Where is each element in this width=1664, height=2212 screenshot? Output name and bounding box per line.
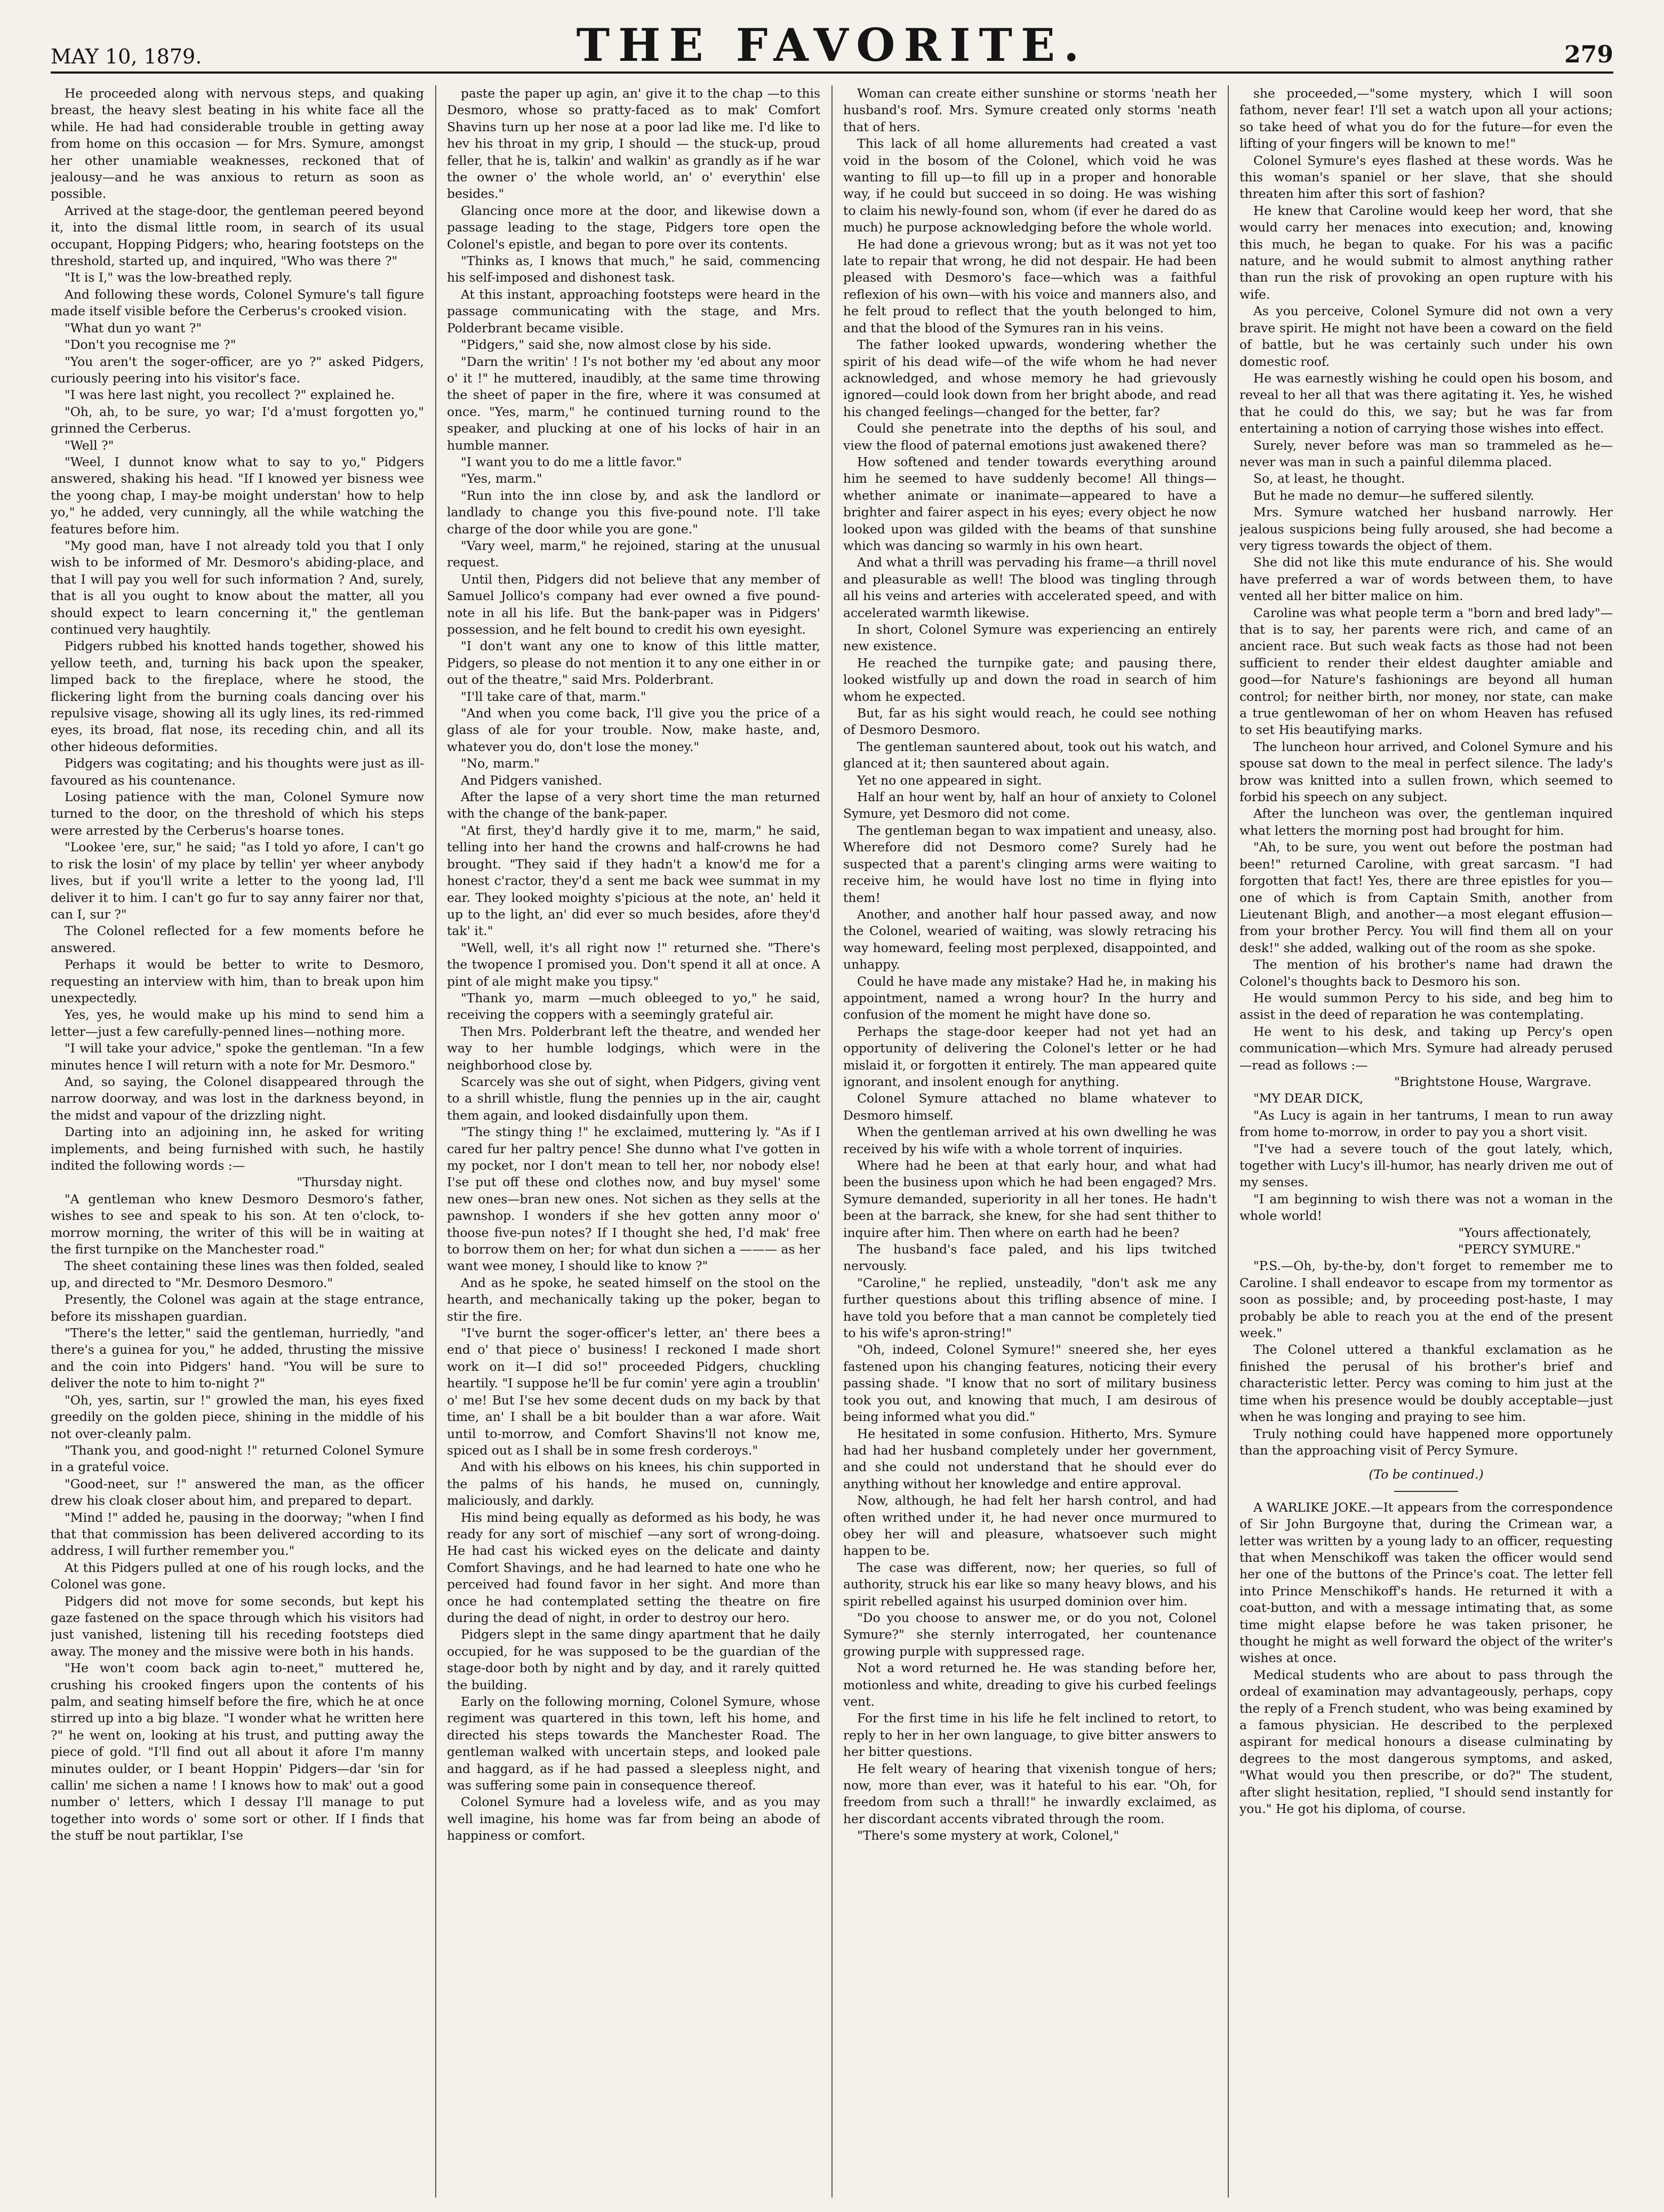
paragraph: Caroline was what people term a "born and bred lady"—that is to say, her parents were rich, and came of an ancient race. But such weak facts as those had not been sufficient to render their eldest daughter amiable and good—for Nature's fashionings are beyond all human control; for neither birth, nor money, nor state, can make a true gentlewoman of her on whom Heaven has refused to set His beautifying marks.	[1239, 605, 1613, 738]
paragraph: "Yes, marm."	[461, 471, 542, 486]
paragraph: The gentleman began to wax impatient and uneasy, also. Wherefore did not Desmoro come? Surely had he suspected that a parent's clinging arms were waiting to receive him, he would have lost no time in flying into them!	[843, 822, 1217, 905]
paragraph: "Ah, to be sure, you went out before the postman had been!" returned Caroline, with great sarcasm. "I had forgotten that fact! Yes, there are three epistles for you—one of which is from Captain Smith, another from Lieutenant Bligh, and another—a most elegant effusion—from your brother Percy. You will find them all on your desk!" she added, walking out of the room as she spoke.	[1239, 840, 1613, 955]
paragraph: When the gentleman arrived at his own dwelling he was received by his wife with a whole torrent of inquiries.	[843, 1124, 1217, 1156]
paragraph: "It is I," was the low-breathed reply.	[65, 270, 292, 285]
column-3	[843, 85, 1217, 2198]
paragraph: Pidgers was cogitating; and his thoughts were just as ill-favoured as his countenance.	[51, 756, 424, 788]
paragraph: "Pidgers," said she, now almost close by his side.	[461, 337, 772, 353]
paragraph: Losing patience with the man, Colonel Symure now turned to the door, on the threshold of which his steps were arrested by the Cerberus's hoarse tones.	[51, 789, 424, 838]
paragraph: And Pidgers vanished.	[461, 772, 603, 788]
paragraph: "Run into the inn close by, and ask the landlord or landlady to change you this five-pound note. I'll take charge of the door while you are gone."	[447, 488, 820, 537]
paragraph: "Brightstone House, Wargrave.	[1394, 1074, 1591, 1089]
paragraph: He went to his desk, and taking up Percy's open communication—which Mrs. Symure had already perused—read as follows :—	[1239, 1024, 1613, 1073]
paragraph: She did not like this mute endurance of his. She would have preferred a war of words between them, to have vented all her bitter malice on him.	[1239, 555, 1613, 604]
column-rule	[435, 85, 436, 2198]
paragraph: His mind being equally as deformed as his body, he was ready for any sort of mischief —any sort of wrong-doing. He had cast his wicked eyes on the delicate and dainty Comfort Shavings, and he had learned to hate one who he perceived had found favor in her sight. And more than once he had contemplated setting the theatre on fire during the dead of night, in order to destroy our hero.	[447, 1510, 820, 1625]
paragraph: "Oh, ah, to be sure, yo war; I'd a'must forgotten yo," grinned the Cerberus.	[51, 404, 424, 436]
paragraph: "Well, well, it's all right now !" returned she. "There's the twopence I promised you. Don't spend it all at once. A pint of ale might make you tipsy."	[447, 940, 820, 989]
paragraph: "Darn the writin' ! I's not bother my 'ed about any moor o' it !" he muttered, inaudibly, at the same time throwing the sheet of paper in the fire, where it was consumed at once. "Yes, marm," he continued turning round to the speaker, and plucking at one of his locks of hair in an humble manner.	[447, 354, 820, 453]
paragraph: How softened and tender towards everything around him he seemed to have suddenly become! All things—whether animate or inanimate—appeared to have a brighter and fairer aspect in his eyes; every object he now looked upon was gilded with the beams of that sunshine which was dancing so warmly in his own heart.	[843, 454, 1217, 553]
paragraph: The mention of his brother's name had drawn the Colonel's thoughts back to Desmoro his son.	[1239, 957, 1613, 989]
paragraph: "There's the letter," said the gentleman, hurriedly, "and there's a guinea for you," he added, thrusting the missive and the coin into Pidgers' hand. "You will be sure to deliver the note to him to-night ?"	[51, 1325, 424, 1391]
columns-area	[51, 85, 1613, 2198]
paragraph: And what a thrill was pervading his frame—a thrill novel and pleasurable as well! The blood was tingling through all his veins and arteries with accelerated speed, and with accelerated warmth likewise.	[843, 555, 1217, 620]
paragraph: "I was here last night, you recollect ?" explained he.	[65, 387, 395, 403]
paragraph: "Good-neet, sur !" answered the man, as the officer drew his cloak closer about him, and prepared to depart.	[51, 1476, 424, 1508]
paragraph: Yes, yes, he would make up his mind to send him a letter—just a few carefully-penned lines—nothing more.	[51, 1007, 424, 1039]
paragraph: Another, and another half hour passed away, and now the Colonel, wearied of waiting, was slowly retracing his way homeward, feeling most perplexed, disappointed, and unhappy.	[843, 906, 1217, 972]
paragraph: paste the paper up agin, an' give it to the chap —to this Desmoro, whose so pratty-faced as to mak' Comfort Shavins turn up her nose at a poor lad like me. I'd like to hev his throat in my grip, I should — the stuck-up, proud feller, that he is, talkin' and walkin' as grandly as if he war the owner o' the whole world, an' o' everythin' else besides."	[447, 86, 820, 202]
paragraph: "P.S.—Oh, by-the-by, don't forget to remember me to Caroline. I shall endeavor to escape from my tormentor as soon as possible; and, by proceeding post-haste, I may probably be able to reach you at the end of the present week."	[1239, 1258, 1613, 1341]
paragraph: He had done a grievous wrong; but as it was not yet too late to repair that wrong, he did not despair. He had been pleased with Desmoro's face—which was a faithful reflexion of his own—with his voice and manners also, and he felt proud to reflect that the youth belonged to him, and that the blood of the Symures ran in his veins.	[843, 236, 1217, 336]
paragraph: And following these words, Colonel Symure's tall figure made itself visible before the Cerberus's crooked vision.	[51, 286, 424, 319]
paragraph: "I want you to do me a little favor."	[461, 454, 682, 469]
column-4	[1239, 85, 1613, 2198]
column-rule	[1228, 85, 1229, 2198]
paragraph: "The stingy thing !" he exclaimed, muttering ly. "As if I cared fur her paltry pence! She dunno what I've gotten in my pocket, nor I don't mean to tell her, nor nobody else! I'se put off these ond clothes now, and buy mysel' some new ones—bran new ones. Not sichen as they sells at the pawnshop. I wonders if she hev gotten anny moor o' thoose five-pun notes? If I thought she hed, I'd mak' free to borrow them on her; for what dun sichen a ——— as her want wee money, I should like to know ?"	[447, 1124, 820, 1274]
paragraph: But, far as his sight would reach, he could see nothing of Desmoro Desmoro.	[843, 706, 1217, 738]
paragraph: A WARLIKE JOKE.—It appears from the correspondence of Sir John Burgoyne that, during the Crimean war, a letter was written by a young lady to an officer, requesting that when Menschikoff was taken the officer would send her one of the buttons of the Prince's coat. The letter fell into Prince Menschikoff's hands. He returned it with a coat-button, and with a message intimating that, as some time might elapse before he was taken prisoner, he thought he might as well forward the object of the writer's wishes at once.	[1239, 1499, 1613, 1666]
paragraph: "Caroline," he replied, unsteadily, "don't ask me any further questions about this trifling absence of mine. I have told you before that a man cannot be completely tied to his wife's apron-string!"	[843, 1275, 1217, 1341]
paragraph: Colonel Symure had a loveless wife, and as you may well imagine, his home was far from being an abode of happiness or comfort.	[447, 1794, 820, 1843]
paragraph: After the luncheon was over, the gentleman inquired what letters the morning post had brought for him.	[1239, 806, 1613, 838]
paragraph: Medical students who are about to pass through the ordeal of examination may advantageously, perhaps, copy the reply of a French student, who was being examined by a famous physician. He described to the perplexed aspirant for medical honours a disease culminating by degrees to the most dangerous symptoms, and asked, "What would you then prescribe, or do?" The student, after slight hesitation, replied, "I should send instantly for you." He got his diploma, of course.	[1239, 1667, 1613, 1817]
paragraph: "As Lucy is again in her tantrums, I mean to run away from home to-morrow, in order to pay you a short visit.	[1239, 1107, 1613, 1140]
paragraph: "I will take your advice," spoke the gentleman. "In a few minutes hence I will return with a note for Mr. Desmoro."	[51, 1041, 424, 1073]
paragraph: Presently, the Colonel was again at the stage entrance, before its misshapen guardian.	[51, 1292, 424, 1324]
paragraph: "Don't you recognise me ?"	[65, 337, 236, 353]
paragraph: "Thank yo, marm —much obleeged to yo," he said, receiving the coppers with a seemingly grateful air.	[447, 990, 820, 1023]
page-header	[51, 19, 1613, 74]
paragraph: Pidgers did not move for some seconds, but kept his gaze fastened on the space through which his visitors had just vanished, listening till his receding footsteps died away. The money and the missive were both in his hands.	[51, 1593, 424, 1659]
paragraph: "MY DEAR DICK,	[1253, 1091, 1364, 1106]
column-1	[51, 85, 424, 2198]
paragraph: At this Pidgers pulled at one of his rough locks, and the Colonel was gone.	[51, 1560, 424, 1592]
paragraph: "I don't want any one to know of this little matter, Pidgers, so please do not mention it to any one either in or out of the theatre," said Mrs. Polderbrant.	[447, 638, 820, 688]
paragraph: Glancing once more at the door, and likewise down a passage leading to the stage, Pidgers tore open the Colonel's epistle, and began to pore over its contents.	[447, 203, 820, 252]
masthead-title: THE FAVORITE.	[576, 19, 1088, 71]
paragraph: For the first time in his life he felt inclined to retort, to reply to her in her own language, to give bitter answers to her bitter questions.	[843, 1711, 1217, 1760]
paragraph: Could she penetrate into the depths of his soul, and view the flood of paternal emotions just awakened there?	[843, 421, 1217, 453]
paragraph: "And when you come back, I'll give you the price of a glass of ale for your trouble. Now, make haste, and, whatever you do, don't lose the money."	[447, 706, 820, 754]
paragraph: Could he have made any mistake? Had he, in making his appointment, named a wrong hour? In the hurry and confusion of the moment he might have done so.	[843, 973, 1217, 1023]
paragraph: Where had he been at that early hour, and what had been the business upon which he had been engaged? Mrs. Symure demanded, superiority in all her tones. He hadn't been at the barrack, she knew, for she had sent thither to inquire after him. Then where on earth had he been?	[843, 1158, 1217, 1240]
paragraph: He felt weary of hearing that vixenish tongue of hers; now, more than ever, was it hateful to his ear. "Oh, for freedom from such a thrall!" he inwardly exclaimed, as her discordant accents vibrated through the room.	[843, 1761, 1217, 1826]
paragraph: Perhaps the stage-door keeper had not yet had an opportunity of delivering the Colonel's letter or he had mislaid it, or forgotten it entirely. The man appeared quite ignorant, and insolent enough for anything.	[843, 1024, 1217, 1089]
paragraph: "Weel, I dunnot know what to say to yo," Pidgers answered, shaking his head. "If I knowed yer bisness wee the yoong chap, I may-be moight understan' how to help yo," he added, very cunningly, all the while watching the features before him.	[51, 454, 424, 537]
paragraph: Scarcely was she out of sight, when Pidgers, giving vent to a shrill whistle, flung the pennies up in the air, caught them again, and looked disdainfully upon them.	[447, 1074, 820, 1123]
paragraph: Pidgers slept in the same dingy apartment that he daily occupied, for he was supposed to be the guardian of the stage-door both by night and by day, and it rarely quitted the building.	[447, 1627, 820, 1692]
paragraph: Not a word returned he. He was standing before her, motionless and white, dreading to give his curbed feelings vent.	[843, 1660, 1217, 1709]
paragraph: Then Mrs. Polderbrant left the theatre, and wended her way to her humble lodgings, which were in the neighborhood close by.	[447, 1024, 820, 1073]
paragraph: In short, Colonel Symure was experiencing an entirely new existence.	[843, 622, 1217, 654]
paragraph: "Mind !" added he, pausing in the doorway; "when I find that that commission has been delivered according to its address, I will further remember you."	[51, 1510, 424, 1559]
paragraph: After the lapse of a very short time the man returned with the change of the bank-paper.	[447, 789, 820, 821]
paragraph: And as he spoke, he seated himself on the stool on the hearth, and mechanically taking up the poker, began to stir the fire.	[447, 1275, 820, 1324]
paragraph: And, so saying, the Colonel disappeared through the narrow doorway, and was lost in the darkness beyond, in the midst and vapour of the drizzling night.	[51, 1074, 424, 1123]
paragraph: "He won't coom back agin to-neet," muttered he, crushing his crooked fingers upon the contents of his palm, and seating himself before the fire, which he at once stirred up into a big blaze. "I wonder what he written here ?" he went on, looking at his trust, and putting away the piece of gold. "I'll find out all about it afore I'm manny minutes oulder, or I beant Hoppin' Pidgers—dar 'sin for callin' me sichen a name ! I knows how to mak' out a good number o' letters, which I dessay I'll manage to put together into words o' some sort or other. If I finds that the stuff be nout partiklar, I'se	[51, 1660, 424, 1843]
paragraph: "I'll take care of that, marm."	[461, 689, 646, 704]
paragraph: This lack of all home allurements had created a vast void in the bosom of the Colonel, which void he was wanting to fill up—to fill up in a proper and honorable way, if he could but succeed in so doing. He was wishing to claim his newly-found son, whom (if ever he dared do as much) he purpose acknowledging before the whole world.	[843, 136, 1217, 235]
section-divider	[1394, 1491, 1458, 1492]
paragraph: Until then, Pidgers did not believe that any member of Samuel Jollico's company had ever owned a five pound-note in all his life. But the bank-paper was in Pidgers' possession, and he felt bound to credit his own eyesight.	[447, 571, 820, 637]
paragraph: Woman can create either sunshine or storms 'neath her husband's roof. Mrs. Symure created only storms 'neath that of hers.	[843, 86, 1217, 134]
paragraph: "I've had a severe touch of the gout lately, which, together with Lucy's ill-humor, has nearly driven me out of my senses.	[1239, 1141, 1613, 1190]
paragraph: "PERCY SYMURE."	[1458, 1242, 1581, 1257]
paragraph: "I've burnt the soger-officer's letter, an' there bees a end o' that piece o' business! I reckoned I made short work on it—I did so!" proceeded Pidgers, chuckling heartily. "I suppose he'll be fur comin' yere agin a troublin' o' me! But I'se hev some decent duds on my back by that time, an' I shall be a bit boulder than a war afore. Wait until to-morrow, and Comfort Shavins'll not know me, spiced out as I shall be in some fresh corderoys."	[447, 1325, 820, 1458]
paragraph: (To be continued.)	[1369, 1467, 1484, 1482]
paragraph: "There's some mystery at work, Colonel,"	[857, 1828, 1119, 1843]
paragraph: "My good man, have I not already told you that I only wish to be informed of Mr. Desmoro's abiding-place, and that I will pay you well for such information ? And, surely, that is all you ought to know about the matter, all you should expect to learn concerning it," the gentleman continued very haughtily.	[51, 538, 424, 637]
paragraph: He would summon Percy to his side, and beg him to assist in the deed of reparation he was contemplating.	[1239, 990, 1613, 1023]
paragraph: Now, although, he had felt her harsh control, and had often writhed under it, he had never once murmured to obey her will and pleasure, whatsoever such might happen to be.	[843, 1493, 1217, 1559]
paragraph: Arrived at the stage-door, the gentleman peered beyond it, into the dismal little room, in search of its usual occupant, Hopping Pidgers; who, hearing footsteps on the threshold, started up, and inquired, "Who was there ?"	[51, 203, 424, 269]
paragraph: As you perceive, Colonel Symure did not own a very brave spirit. He might not have been a coward on the field of battle, but he was certainly such under his own domestic roof.	[1239, 304, 1613, 369]
paragraph: The Colonel reflected for a few moments before he answered.	[51, 923, 424, 955]
paragraph: And with his elbows on his knees, his chin supported in the palms of his hands, he mused on, cunningly, maliciously, and darkly.	[447, 1459, 820, 1508]
paragraph: "What dun yo want ?"	[65, 320, 202, 336]
paragraph: Colonel Symure attached no blame whatever to Desmoro himself.	[843, 1091, 1217, 1123]
paragraph: "A gentleman who knew Desmoro Desmoro's father, wishes to see and speak to his son. At ten o'clock, to-morrow morning, the writer of this will be in waiting at the first turnpike on the Manchester road."	[51, 1191, 424, 1257]
paragraph: "Thinks as, I knows that much," he said, commencing his self-imposed and dishonest task.	[447, 253, 820, 285]
paragraph: At this instant, approaching footsteps were heard in the passage communicating with the stage, and Mrs. Polderbrant became visible.	[447, 286, 820, 336]
paragraph: Yet no one appeared in sight.	[857, 772, 1042, 788]
paragraph: "Vary weel, marm," he rejoined, staring at the unusual request.	[447, 538, 820, 570]
paragraph: He reached the turnpike gate; and pausing there, looked wistfully up and down the road in search of him whom he expected.	[843, 655, 1217, 704]
paragraph: But he made no demur—he suffered silently.	[1253, 488, 1534, 503]
paragraph: So, at least, he thought.	[1253, 471, 1405, 486]
paragraph: The Colonel uttered a thankful exclamation as he finished the perusal of his brother's brief and characteristic letter. Percy was coming to him just at the time when his presence would be doubly acceptable—just when he was longing and praying to see him.	[1239, 1342, 1613, 1425]
paragraph: she proceeded,—"some mystery, which I will soon fathom, never fear! I'll set a watch upon all your actions; so take heed of what you do for the future—for even the lifting of your fingers will be known to me!"	[1239, 86, 1613, 151]
paragraph: Early on the following morning, Colonel Symure, whose regiment was quartered in this town, left his home, and directed his steps towards the Manchester Road. The gentleman walked with uncertain steps, and looked pale and haggard, as if he had passed a sleepless night, and was suffering some pain in consequence thereof.	[447, 1694, 820, 1793]
paragraph: "Oh, indeed, Colonel Symure!" sneered she, her eyes fastened upon his changing features, noticing their every passing shade. "I know that no sort of military business took you out, and knowing that much, I am desirous of being informed what you did."	[843, 1342, 1217, 1425]
paragraph: The gentleman sauntered about, took out his watch, and glanced at it; then sauntered about again.	[843, 739, 1217, 771]
paragraph: "Well ?"	[65, 437, 114, 453]
paragraph: Mrs. Symure watched her husband narrowly. Her jealous suspicions being fully aroused, she had become a very tigress towards the object of them.	[1239, 505, 1613, 553]
paragraph: The sheet containing these lines was then folded, sealed up, and directed to "Mr. Desmoro Desmoro."	[51, 1258, 424, 1290]
issue-date: MAY 10, 1879.	[51, 45, 202, 68]
paragraph: Half an hour went by, half an hour of anxiety to Colonel Symure, yet Desmoro did not come.	[843, 789, 1217, 821]
paragraph: "Oh, yes, sartin, sur !" growled the man, his eyes fixed greedily on the golden piece, shining in the middle of his not over-cleanly palm.	[51, 1392, 424, 1441]
paragraph: The case was different, now; her queries, so full of authority, struck his ear like so many heavy blows, and his spirit rebelled against his usurped dominion over him.	[843, 1560, 1217, 1609]
paragraph: Truly nothing could have happened more opportunely than the approaching visit of Percy Symure.	[1239, 1426, 1613, 1458]
paragraph: "Thank you, and good-night !" returned Colonel Symure in a grateful voice.	[51, 1442, 424, 1475]
column-rule	[831, 85, 833, 2198]
paragraph: "Lookee 'ere, sur," he said; "as I told yo afore, I can't go to risk the losin' of my place by tellin' yer wheer anybody lives, but if you'll write a letter to the yoong lad, I'll deliver it to him. I can't go fur to say anny fairer nor that, can I, sur ?"	[51, 840, 424, 922]
page-number: 279	[1564, 41, 1613, 68]
paragraph: Pidgers rubbed his knotted hands together, showed his yellow teeth, and, turning his back upon the speaker, limped back to the fireplace, where he stood, the flickering light from the burning coals dancing over his repulsive visage, showing all its ugly lines, its red-rimmed eyes, its broad, flat nose, its receding chin, and all its other hideous deformities.	[51, 638, 424, 754]
column-2	[447, 85, 820, 2198]
paragraph: "I am beginning to wish there was not a woman in the whole world!	[1239, 1191, 1613, 1224]
paragraph: "Yours affectionately,	[1458, 1225, 1591, 1240]
paragraph: "No, marm."	[461, 756, 540, 771]
paragraph: The luncheon hour arrived, and Colonel Symure and his spouse sat down to the meal in perfect silence. The lady's brow was knitted into a sullen frown, which seemed to forbid his speech on any subject.	[1239, 739, 1613, 805]
paragraph: The father looked upwards, wondering whether the spirit of his dead wife—of the wife whom he had never acknowledged, and whose memory he had grievously ignored—could look down from her bright abode, and read his changed feelings—changed for the better, far?	[843, 337, 1217, 419]
paragraph: Darting into an adjoining inn, he asked for writing implements, and being furnished with such, he hastily indited the following words :—	[51, 1124, 424, 1173]
paragraph: "At first, they'd hardly give it to me, marm," he said, telling into her hand the crowns and half-crowns he had brought. "They said if they hadn't a know'd me for a honest c'ractor, they'd a sent me back wee summat in my ear. They looked moighty s'picious at the note, an' held it up to the light, an' did ever so much besides, afore they'd tak' it."	[447, 822, 820, 939]
paragraph: Colonel Symure's eyes flashed at these words. Was he this woman's spaniel or her slave, that she should threaten him after this sort of fashion?	[1239, 153, 1613, 202]
paragraph: Perhaps it would be better to write to Desmoro, requesting an interview with him, than to break upon him unexpectedly.	[51, 957, 424, 1005]
paragraph: "Do you choose to answer me, or do you not, Colonel Symure?" she sternly interrogated, her countenance growing purple with suppressed rage.	[843, 1610, 1217, 1659]
paragraph: "You aren't the soger-officer, are yo ?" asked Pidgers, curiously peering into his visitor's face.	[51, 354, 424, 386]
paragraph: "Thursday night.	[297, 1175, 403, 1190]
paragraph: He hesitated in some confusion. Hitherto, Mrs. Symure had had her husband completely under her government, and she could not understand that he should ever do anything without her knowledge and entire approval.	[843, 1426, 1217, 1491]
paragraph: The husband's face paled, and his lips twitched nervously.	[843, 1242, 1217, 1274]
paragraph: He proceeded along with nervous steps, and quaking breast, the heavy slest beating in his white face all the while. He had had considerable trouble in getting away from home on this occasion — for Mrs. Symure, amongst her other unamiable weaknesses, reckoned that of jealousy—and he was anxious to return as soon as possible.	[51, 86, 424, 202]
paragraph: He knew that Caroline would keep her word, that she would carry her menaces into execution; and, knowing this much, he began to quake. For his was a pacific nature, and he would submit to almost anything rather than run the risk of provoking an open rupture with his wife.	[1239, 203, 1613, 302]
paragraph: He was earnestly wishing he could open his bosom, and reveal to her all that was there agitating it. Yes, he wished that he could do this, we say; but he was far from entertaining a notion of carrying those wishes into effect.	[1239, 370, 1613, 436]
paragraph: Surely, never before was man so trammeled as he—never was man in such a painful dilemma placed.	[1239, 437, 1613, 469]
